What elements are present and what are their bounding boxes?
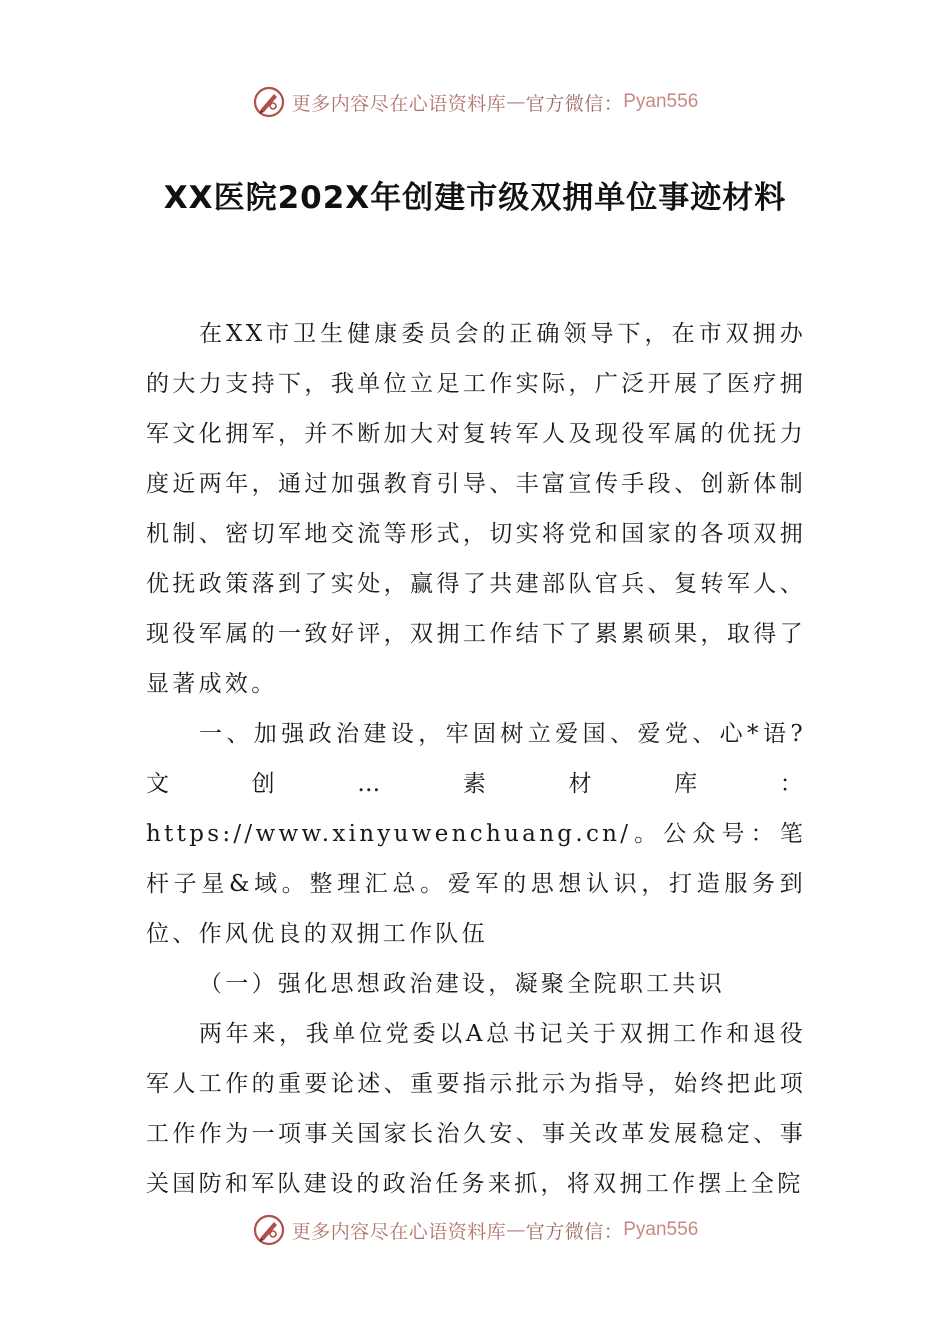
banner-wechat-id: Pyan556 xyxy=(623,91,699,112)
banner-wechat-id: Pyan556 xyxy=(623,1219,699,1240)
header-watermark-banner xyxy=(0,82,950,122)
banner-official-label: 官方微信： xyxy=(525,1220,624,1243)
pen-logo-icon xyxy=(252,85,286,119)
paragraph-intro: 在XX市卫生健康委员会的正确领导下，在市双拥办的大力支持下，我单位立足工作实际，广泛开展了医疗拥军文化拥军，并不断加大对复转军人及现役军属的优抚力度近两年，通过加强教育引导、丰富宣传手段、创新体制机制、密切军地交流等形式，切实将党和国家的各项双拥优抚政策落到了实处，赢得了共建部队官兵、复转军人、现役军属的一致好评，双拥工作结下了累累硕果，取得了显著成效。 xyxy=(146,321,806,697)
document-title: XX医院202X年创建市级双拥单位事迹材料 xyxy=(163,180,787,216)
footer-watermark-banner xyxy=(0,1210,950,1250)
banner-text: 更多内容尽在心语资料库 xyxy=(291,1220,507,1243)
pen-logo-icon xyxy=(252,1213,286,1247)
paragraph-subsection-heading: （一）强化思想政治建设，凝聚全院职工共识 xyxy=(199,971,725,997)
paragraph-body: 两年来，我单位党委以A总书记关于双拥工作和退役军人工作的重要论述、重要指示批示为指导，始终把此项工作作为一项事关国家长治久安、事关改革发展稳定、事关国防和军队建设的政治任务来抓，将双拥工作摆上全院 xyxy=(146,1021,806,1197)
banner-official-label: 官方微信： xyxy=(525,92,624,115)
banner-dash: — xyxy=(506,1219,526,1241)
paragraph-section-1-heading: 一、加强政治建设，牢固树立爱国、爱党、心*语?文创…素材库：https://www.xinyuwenchuang.cn/。公众号：笔杆子星&域。整理汇总。爱军的思想认识，打造服务到位、作风优良的双拥工作队伍 xyxy=(146,721,806,947)
banner-text: 更多内容尽在心语资料库 xyxy=(291,92,507,115)
document-body xyxy=(146,309,806,1209)
banner-dash: — xyxy=(506,91,526,113)
